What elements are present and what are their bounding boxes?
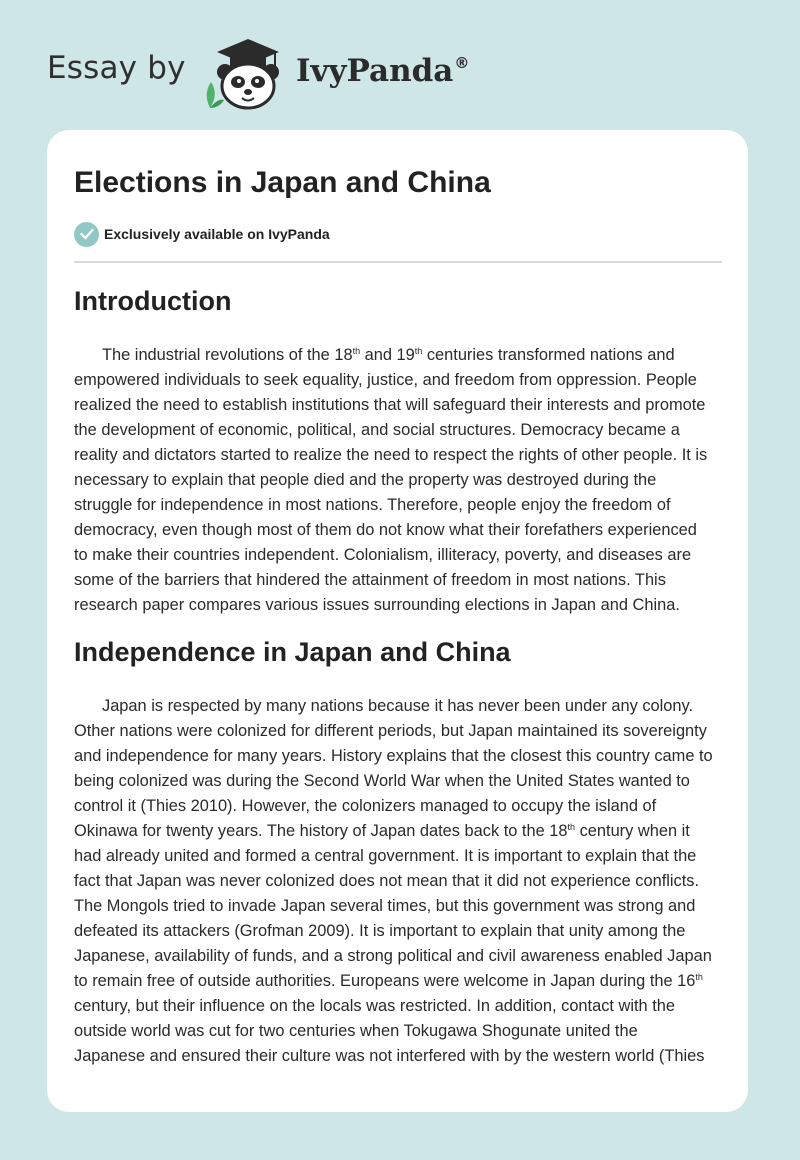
- text-line: [74, 443, 722, 468]
- ordinal-suffix: th: [352, 346, 361, 356]
- page-title: Elections in Japan and China: [74, 166, 491, 199]
- text-run: the development of economic, political, and social structures. Democracy became a: [74, 421, 680, 439]
- text-run: outside world was cut for two centuries when Tokugawa Shogunate united the: [74, 1022, 638, 1040]
- text-line: [74, 468, 722, 493]
- text-run: struggle for independence in most nations. Therefore, people enjoy the freedom of: [74, 496, 671, 514]
- text-line: [74, 719, 722, 744]
- text-run: had already united and formed a central government. It is important to explain that the: [74, 847, 697, 865]
- text-line: [74, 543, 722, 568]
- text-line: [74, 1044, 722, 1069]
- text-run: century when it: [575, 822, 690, 840]
- text-line: [74, 794, 722, 819]
- text-line: [74, 894, 722, 919]
- text-line: [74, 493, 722, 518]
- text-run: reality and dictators started to realize the need to respect the rights of other people. It is: [74, 446, 708, 464]
- text-line: [74, 368, 722, 393]
- text-run: and independence for many years. History explains that the closest this country came to: [74, 747, 713, 765]
- text-line: [74, 1019, 722, 1044]
- section-heading-independence: Independence in Japan and China: [74, 637, 511, 667]
- badge-text: Exclusively available on IvyPanda: [104, 226, 330, 242]
- text-run: Other nations were colonized for different periods, but Japan maintained its sovereignty: [74, 722, 707, 740]
- text-line: [74, 393, 722, 418]
- text-line: [74, 919, 722, 944]
- text-run: centuries transformed nations and: [422, 346, 675, 364]
- paragraph-introduction: [74, 343, 722, 618]
- section-heading-introduction: Introduction: [74, 286, 232, 316]
- text-run: and 19: [360, 346, 415, 364]
- brand-prefix: Essay by: [47, 50, 186, 86]
- divider: [74, 261, 722, 263]
- text-line: [74, 694, 722, 719]
- text-run: Japanese, availability of funds, and a strong political and civil awareness enabled Japan: [74, 947, 712, 965]
- ordinal-suffix: th: [567, 822, 576, 832]
- text-run: Okinawa for twenty years. The history of Japan dates back to the 18: [74, 822, 568, 840]
- text-line: [74, 969, 722, 994]
- text-line: [74, 418, 722, 443]
- text-run: defeated its attackers (Grofman 2009). It is important to explain that unity among the: [74, 922, 686, 940]
- text-run: necessary to explain that people died and the property was destroyed during the: [74, 471, 657, 489]
- panda-graduate-icon[interactable]: [201, 34, 293, 110]
- text-line: [74, 944, 722, 969]
- text-run: being colonized was during the Second World War when the United States wanted to: [74, 772, 690, 790]
- check-circle-icon: [74, 222, 99, 247]
- site-header: [0, 0, 800, 130]
- ordinal-suffix: th: [695, 972, 703, 982]
- text-line: [74, 518, 722, 543]
- text-line: [74, 593, 722, 618]
- text-line: [74, 869, 722, 894]
- ordinal-suffix: th: [414, 346, 423, 356]
- text-run: research paper compares various issues surrounding elections in Japan and China.: [74, 596, 680, 614]
- text-run: realized the need to establish institutions that will safeguard their interests and promote: [74, 396, 706, 414]
- text-line: [74, 769, 722, 794]
- text-line: [74, 819, 722, 844]
- text-run: fact that Japan was never colonized does not mean that it did not experience conflicts.: [74, 872, 700, 890]
- text-run: some of the barriers that hindered the attainment of freedom in most nations. This: [74, 571, 666, 589]
- paragraph-independence: [74, 694, 722, 1069]
- text-line: [74, 744, 722, 769]
- text-run: The Mongols tried to invade Japan several times, but this government was strong and: [74, 897, 696, 915]
- text-line: [74, 844, 722, 869]
- text-run: Japan is respected by many nations because it has never been under any colony.: [102, 697, 694, 715]
- brand-name[interactable]: IvyPanda®: [296, 53, 470, 89]
- text-run: to remain free of outside authorities. Europeans were welcome in Japan during the 16: [74, 972, 696, 990]
- text-run: to make their countries independent. Colonialism, illiteracy, poverty, and diseases are: [74, 546, 692, 564]
- text-run: Japanese and ensured their culture was not interfered with by the western world (Thies: [74, 1047, 705, 1065]
- text-line: [74, 994, 722, 1019]
- text-line: [74, 343, 722, 368]
- text-run: The industrial revolutions of the 18: [102, 346, 353, 364]
- text-run: empowered individuals to seek equality, justice, and freedom from oppression. People: [74, 371, 697, 389]
- exclusive-badge: [74, 221, 330, 247]
- text-run: century, but their influence on the locals was restricted. In addition, contact with the: [74, 997, 676, 1015]
- text-line: [74, 568, 722, 593]
- text-run: democracy, even though most of them do not know what their forefathers experienced: [74, 521, 697, 539]
- essay-card: [47, 130, 748, 1112]
- text-run: control it (Thies 2010). However, the colonizers managed to occupy the island of: [74, 797, 657, 815]
